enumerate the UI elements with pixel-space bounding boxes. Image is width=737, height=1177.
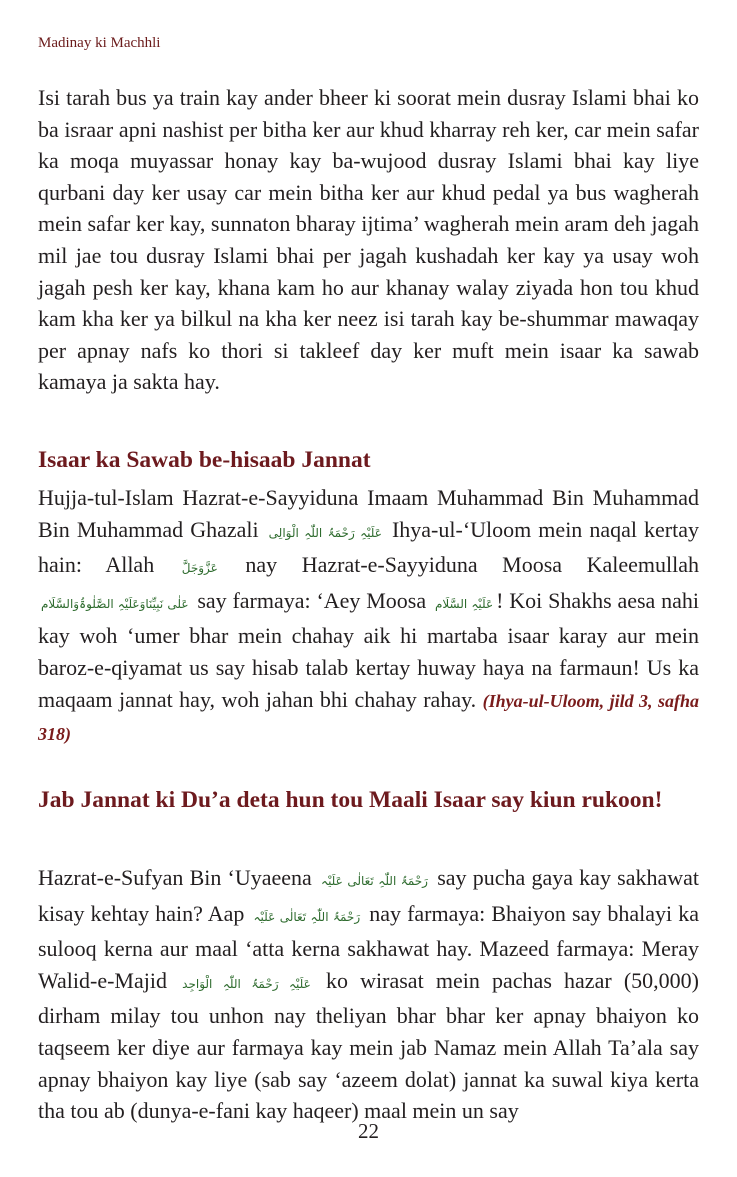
honorific-calligraphy: رَحْمَۃُ اللّٰہِ تَعَالٰی عَلَیْہ: [253, 909, 361, 924]
section-heading-isaar-ka-sawab: Isaar ka Sawab be-hisaab Jannat: [38, 447, 371, 473]
running-head: Madinay ki Machhli: [38, 35, 161, 51]
paragraph-isaar-examples: Isi tarah bus ya train kay ander bheer ki soorat mein dusray Islami bhai ko ba israar apni nashist per bitha ker aur khud kharray reh ker, car mein safar ka moqa muyassar honay kay ba-wujood dusray Islami bhai kay liye qurbani day ker usay car mein bitha ker aur khud pedal ya bus wagherah mein safar ker kay, sunnaton bharay ijtima’ wagherah mein aram deh jagah mil jae tou dusray Islami bhai per jagah kushadah ker kay ya usay woh jagah pesh ker kay, khana kam ho aur khanay walay ziyada hon tou khud kam kha ker ya bilkul na kha ker neez isi tarah kay be-shummar mawaqay per apnay nafs ko thori si takleef day ker muft mein isaar ka sawab kamaya ja sakta hay.: [38, 85, 699, 395]
honorific-calligraphy: عَلٰی نَبِیِّنَاوَعَلَیْہِ الصَّلٰوۃُوَالسَّلَام: [41, 596, 189, 611]
text-run: nay Hazrat-e-Sayyiduna Moosa Kaleemullah: [245, 552, 699, 578]
honorific-calligraphy: عَلَیْہِ رَحْمَۃُ اللّٰہِ الْوَاجِد: [182, 976, 311, 991]
honorific-calligraphy: عَلَیْہِ السَّلَام: [434, 596, 494, 611]
section-heading-jannat-ki-dua: Jab Jannat ki Du’a deta hun tou Maali Isaar say kiun rukoon!: [38, 787, 663, 813]
honorific-calligraphy: عَلَیْہِ رَحْمَۃُ اللّٰہِ الْوَالِی: [268, 525, 382, 540]
honorific-calligraphy: عَزَّوَجَلَّ: [181, 561, 218, 576]
text-run: Hujja-tul-Islam Hazrat-e-Sayyiduna Imaam Muhammad Bin Muhammad Bin Muhammad Ghazali: [38, 485, 699, 542]
paragraph-sufyan-narration: [38, 862, 699, 1127]
honorific-calligraphy: رَحْمَۃُ اللّٰہِ تَعَالٰی عَلَیْہ: [321, 874, 428, 888]
text-run: say farmaya: ‘Aey Moosa: [197, 587, 427, 613]
text-run: say pucha gaya kay sakhawat kisay kehtay hain? Aap: [38, 865, 699, 926]
text-run: nay farmaya: Bhaiyon say bhalayi ka sulooq kerna aur maal ‘atta kerna sakhawat hay. Mazeed farmaya: Meray Walid-e-Majid: [38, 900, 699, 993]
page-number: 22: [358, 1119, 379, 1143]
text-run: Ihya-ul-‘Uloom mein naqal kertay hain: Allah: [38, 516, 700, 578]
citation: (Ihya-ul-Uloom, jild 3, safha 318): [38, 690, 700, 745]
paragraph-ghazali-narration: [38, 482, 699, 751]
text-run: ! Koi Shakhs aesa nahi kay woh ‘umer bhar mein chahay aik hi martaba isaar karay aur mein baroz-e-qiyamat us say hisab talab kertay huway haya na farmaun! Us ka maqaam jannat hay, woh jahan bhi chahay rahay.: [38, 587, 700, 712]
text-run: ko wirasat mein pachas hazar (50,000) dirham milay tou unhon nay theliyan bhar bhar ker apnay bhaiyon ko taqseem ker diye aur farmaya kay mein jab Namaz mein Allah Ta’ala say apnay bhaiyon kay liye (sab say ‘azeem dolat) jannat ka suwal kiya kerta tha tou ab (dunya-e-fani kay haqeer) maal mein un say: [38, 967, 699, 1124]
text-run: Hazrat-e-Sufyan Bin ‘Uyaeena: [38, 865, 312, 890]
